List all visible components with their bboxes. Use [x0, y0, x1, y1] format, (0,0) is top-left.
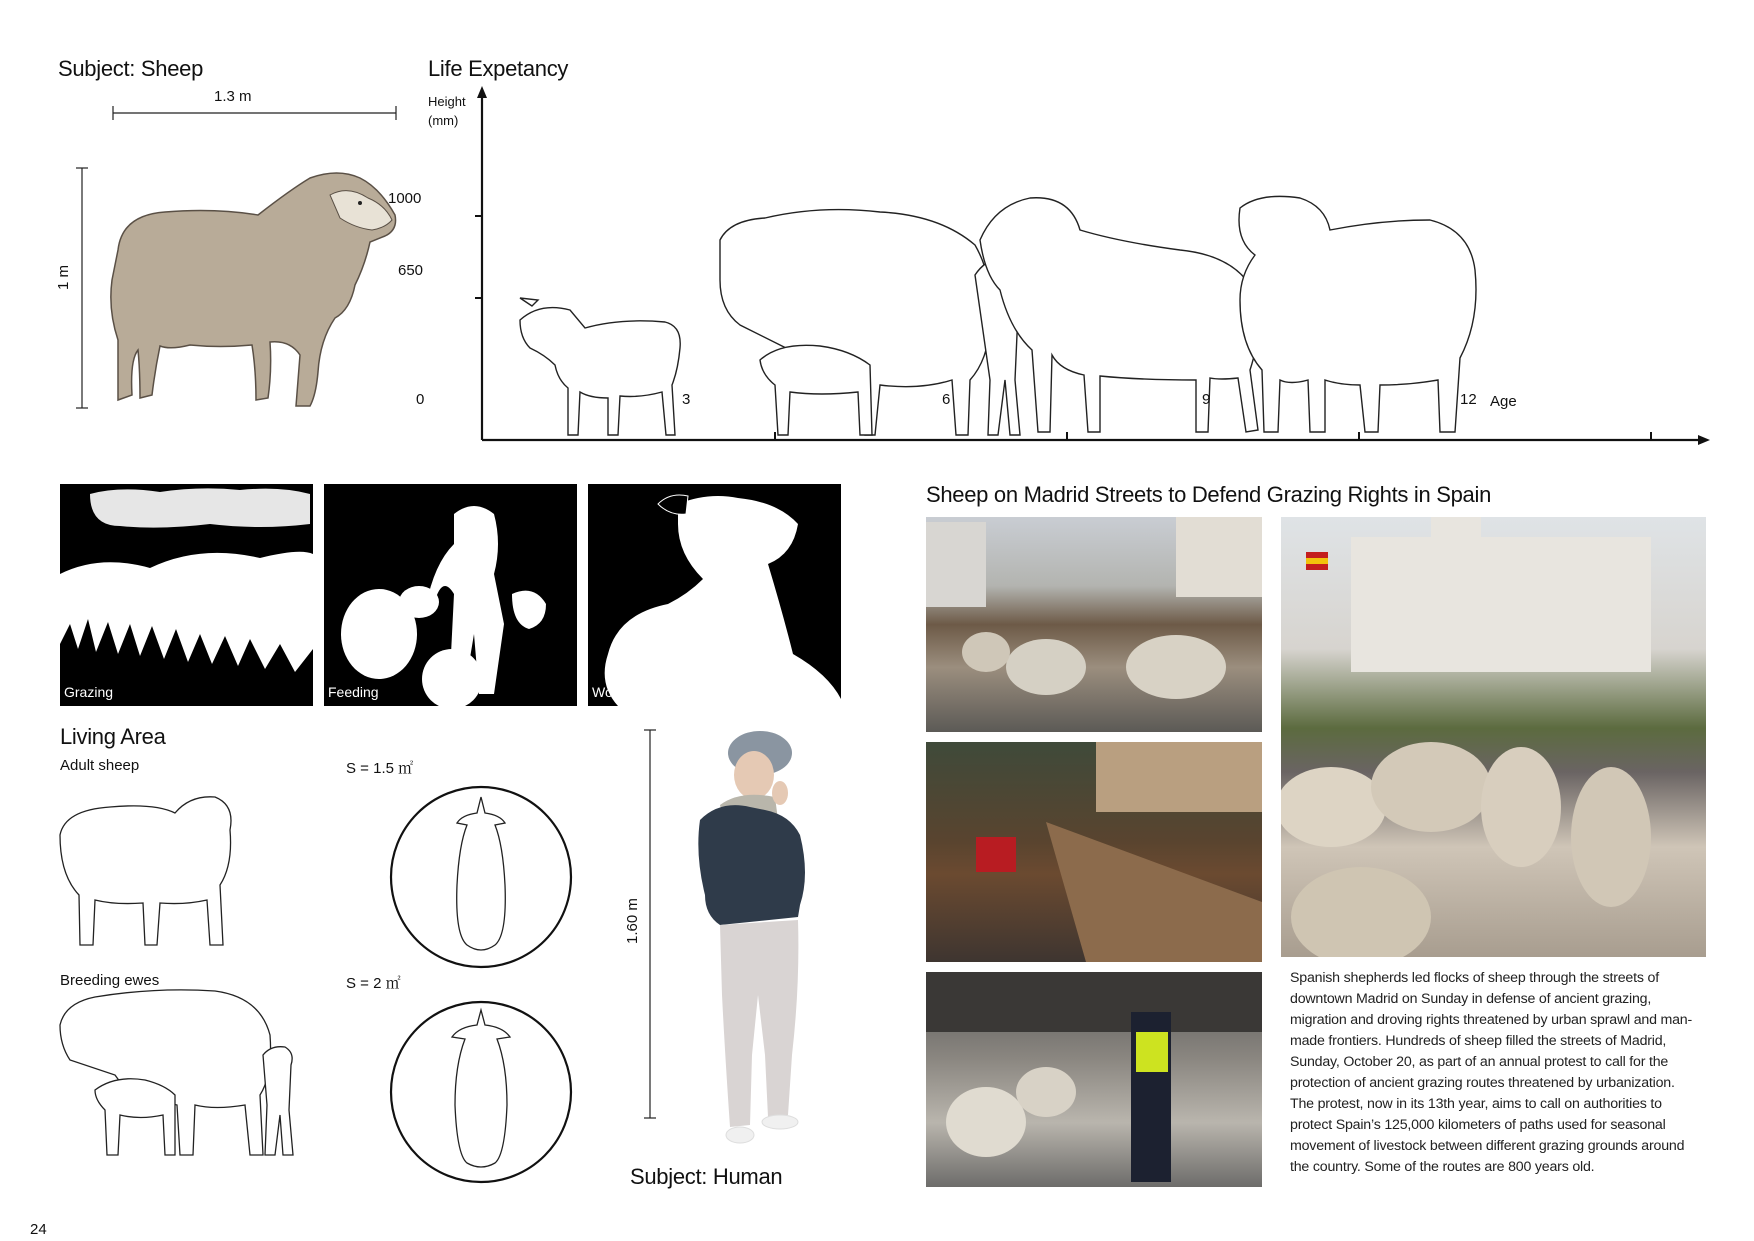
sheep-height-label: 1 m: [55, 264, 72, 290]
living-area-label-breeding: Breeding ewes: [60, 972, 160, 989]
activity-panel-wool-shearing: [588, 484, 841, 706]
madrid-section-title: Sheep on Madrid Streets to Defend Grazing Rights in Spain: [926, 482, 1492, 507]
living-area-value-breeding: S = 2 ㎡: [346, 975, 401, 992]
life-expectancy-chart: [420, 80, 1720, 460]
x-tick-3: 3: [682, 391, 691, 408]
breeding-ewes-side-illustration: [60, 990, 293, 1155]
activity-label-grazing: Grazing: [64, 684, 114, 700]
wool-shearing-illustration: [588, 484, 841, 706]
x-axis-label: Age: [1490, 393, 1517, 410]
activity-label-wool-shearing: Wool Sheating: [592, 684, 683, 700]
adult-sheep-side-illustration: [60, 797, 231, 945]
madrid-photo-cibeles-palace: [1281, 517, 1706, 957]
living-area-value-adult: S = 1.5 ㎡: [346, 760, 414, 777]
madrid-description-paragraph: Spanish shepherds led flocks of sheep through the streets of downtown Madrid on Sunday in defense of ancient grazing, migration and droving rights threatened by urban sprawl and man-made frontiers. Hundreds of sheep filled the streets of Madrid, Sunday, October 20, as part of an annual protest to call for the protection of ancient grazing routes threatened by urbanization. The protest, now in its 13th year, aims to call on authorities to protect Spain’s 125,000 kilometers of paths used for seasonal movement of livestock between different grazing grounds around the country. Some of the routes are 800 years old.: [1290, 970, 1693, 1175]
sheep-dimension-diagram: [0, 0, 420, 420]
madrid-photo-police: [926, 972, 1262, 1187]
subject-sheep-title: Subject: Sheep: [58, 56, 204, 81]
y-tick-650: 650: [398, 262, 424, 279]
life-expectancy-title: Life Expetancy: [428, 56, 569, 81]
madrid-photo-street-flock: [926, 742, 1262, 962]
page-number: 24: [30, 1221, 47, 1238]
human-figure-illustration: [670, 725, 830, 1205]
feeding-illustration: [324, 484, 577, 706]
x-tick-9: 9: [1202, 391, 1211, 408]
x-tick-6: 6: [942, 391, 951, 408]
x-tick-12: 12: [1460, 391, 1477, 408]
grazing-illustration: [60, 484, 313, 706]
breeding-ewes-top-illustration: [452, 1010, 510, 1167]
madrid-photo-sheep-crowd: [926, 517, 1262, 732]
x-tick-0: 0: [416, 391, 425, 408]
activity-label-feeding: Feeding: [328, 684, 379, 700]
activity-panel-grazing: [60, 484, 313, 706]
living-area-title: Living Area: [60, 724, 166, 749]
subject-human-title: Subject: Human: [630, 1164, 783, 1189]
y-axis-label: Height (mm): [428, 94, 466, 128]
adult-sheep-top-illustration: [457, 797, 506, 950]
human-height-label: 1.60 m: [624, 898, 641, 944]
lamb-illustration: [520, 298, 680, 435]
living-area-label-adult: Adult sheep: [60, 757, 140, 774]
adult-sheep-illustration: [1239, 196, 1476, 432]
sheep-length-label: 1.3 m: [214, 88, 252, 105]
y-tick-1000: 1000: [388, 190, 422, 207]
living-area-diagrams: [55, 775, 595, 1195]
sheep-profile-illustration: [111, 173, 396, 406]
activity-panel-feeding: [324, 484, 577, 706]
young-sheep-illustration: [980, 198, 1258, 432]
